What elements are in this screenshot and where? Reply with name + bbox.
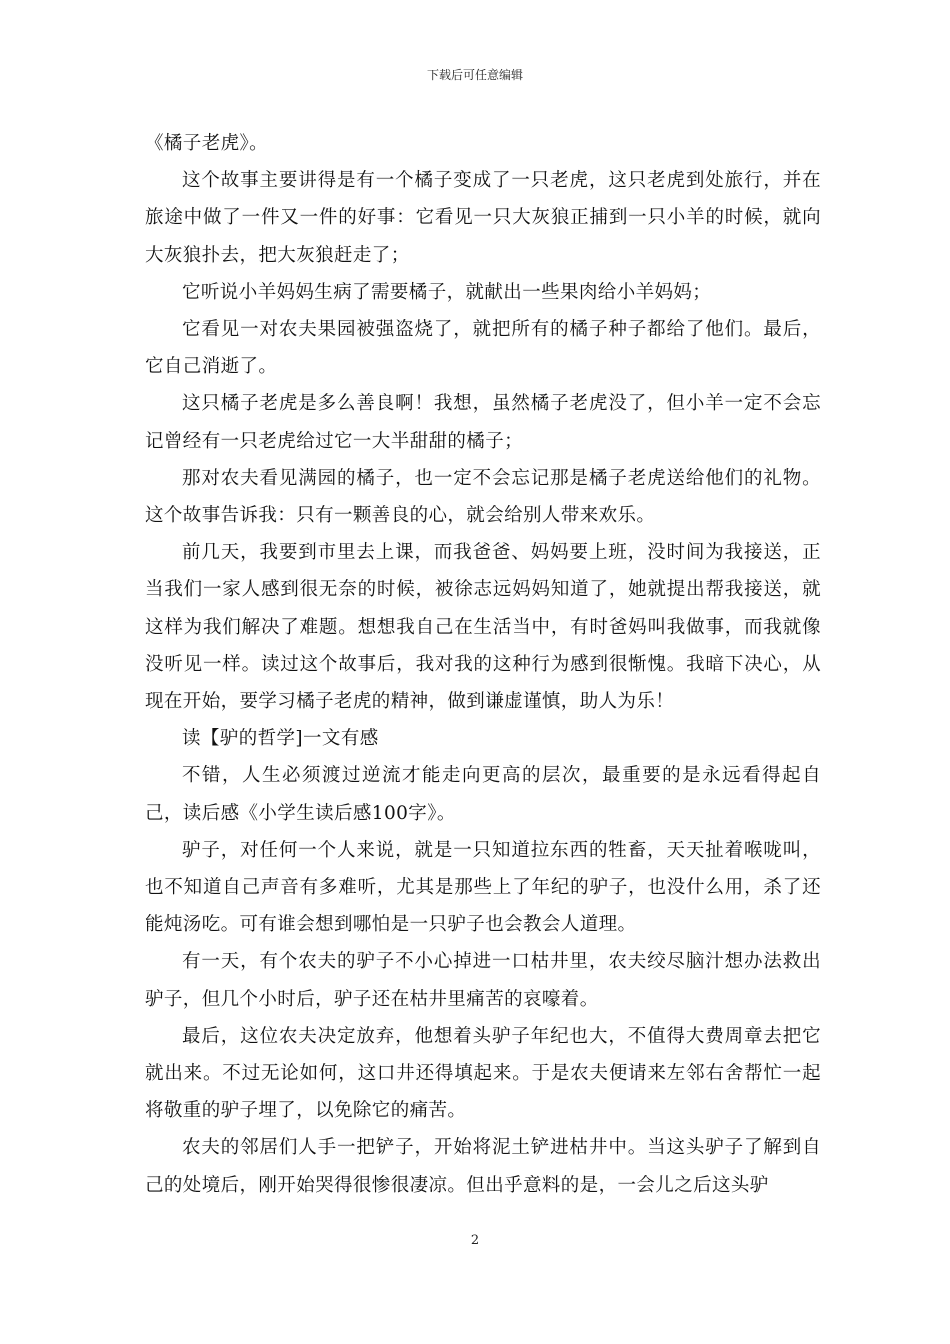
paragraph: 它听说小羊妈妈生病了需要橘子，就献出一些果肉给小羊妈妈； (182, 281, 712, 303)
paragraph: 这个故事主要讲得是有一个橘子变成了一只老虎，这只老虎到处旅行，并在旅途中做了一件又一件的好事：它看见一只大灰狼正捕到一只小羊的时候，就向大灰狼扑去，把大灰狼赶走了； (145, 170, 821, 266)
page-number: 2 (470, 1233, 480, 1248)
paragraph: 这只橘子老虎是多么善良啊！我想，虽然橘子老虎没了，但小羊一定不会忘记曾经有一只老虎给过它一大半甜甜的橘子； (145, 393, 821, 452)
document-body (145, 125, 821, 1204)
paragraph: 驴子，对任何一个人来说，就是一只知道拉东西的牲畜，天天扯着喉咙叫，也不知道自己声音有多难听，尤其是那些上了年纪的驴子，也没什么用，杀了还能炖汤吃。可有谁会想到哪怕是一只驴子也会教会人道理。 (145, 839, 821, 936)
paragraph: 前几天，我要到市里去上课，而我爸爸、妈妈要上班，没时间为我接送，正当我们一家人感到很无奈的时候，被徐志远妈妈知道了，她就提出帮我接送，就这样为我们解决了难题。想想我自己在生活当中，有时爸妈叫我做事，而我就像没听见一样。读过这个故事后，我对我的这种行为感到很惭愧。我暗下决心，从现在开始，要学习橘子老虎的精神，做到谦虚谨慎，助人为乐！ (145, 542, 821, 713)
paragraph: 《橘子老虎》。 (145, 133, 269, 154)
paragraph: 不错，人生必须渡过逆流才能走向更高的层次，最重要的是永远看得起自己，读后感《小学生读后感100字》。 (145, 765, 821, 824)
paragraph: 最后，这位农夫决定放弃，他想着头驴子年纪也大，不值得大费周章去把它就出来。不过无论如何，这口井还得填起来。于是农夫便请来左邻右舍帮忙一起将敬重的驴子埋了，以免除它的痛苦。 (145, 1025, 821, 1122)
paragraph: 那对农夫看见满园的橘子，也一定不会忘记那是橘子老虎送给他们的礼物。这个故事告诉我：只有一颗善良的心，就会给别人带来欢乐。 (145, 467, 821, 527)
paragraph: 有一天，有个农夫的驴子不小心掉进一口枯井里，农夫绞尽脑汁想办法救出驴子，但几个小时后，驴子还在枯井里痛苦的哀嚎着。 (145, 951, 821, 1010)
page-header: 下载后可任意编辑 (426, 68, 523, 82)
paragraph: 它看见一对农夫果园被强盗烧了，就把所有的橘子种子都给了他们。最后，它自己消逝了。 (145, 319, 821, 378)
section-heading: 读【驴的哲学]一文有感 (182, 728, 379, 750)
paragraph: 农夫的邻居们人手一把铲子，开始将泥土铲进枯井中。当这头驴子了解到自己的处境后，刚开始哭得很惨很凄凉。但出乎意料的是，一会儿之后这头驴 (145, 1137, 821, 1196)
